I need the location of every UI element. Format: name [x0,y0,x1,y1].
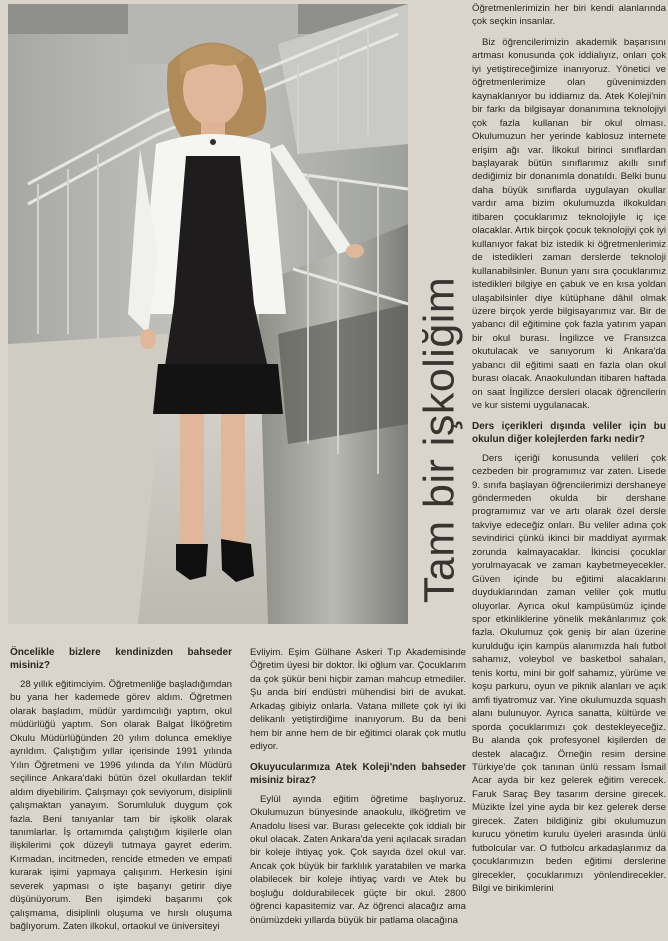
middle-question-heading: Okuyucularımıza Atek Koleji'nden bahseder misiniz biraz? [250,761,466,786]
right-paragraph: Ders içeriği konusunda velileri çok cezbeden bir programımız var zaten. Lisede 9. sınıfa başlayan öğrencilerimizi dershaneye göndermeden okulda bir dershane programımız var ve artı olarak özel dersle takviye edeceğiz onları. Bu veliler adına çok sevindirici çünkü ikinci bir maddiyat ayırmak zorunda kalmayacaklar. İkincisi çocuklar yorulmayacak ve zaman kaybetmeyecekler. Güven içinde bu eğitimi alacaklarını duyduklarından zaman veliler çok mutlu oluyorlar. Ayrıca okul kampüsümüz içinde spor etkinliklerine yönelik mekânlarımız çok fazla. Okulumuz çok geniş bir alan üzerine kurulduğu için kampüs alanımızda halı futbol sahamız, voleybol ve basketbol sahaları, tenis kortu, mini bir golf sahamız, yürüme ve koşu parkuru, oyun ve piknik alanları ve açık amfi tiyatromuz var. Yine okulumuzda squash alanı bulunuyor. Ayrıca sanatta, kültürde ve sporda çocuklarımızı çok destekleyeceğiz. Bu alanda çok profesyonel kişilerden de destek alacağız. Örneğin resim dersine Türkiye'de çok tanınan ünlü ressam İsmail Acar ayda bir kez gelerek eğitim verecek. Faruk Saraç Bey tasarım dersine girecek. Müzikte İzel yine ayda bir kez gelerek derse girecek. Zaten bildiğiniz gibi okulumuzun kurucu yönetim kurulu üyeleri arasında ünlü futbolcular var. O futbolcu arkadaşlarımız da çocuklarımızın beden eğitimi derslerine girecekler, çocuklarımızı yönlendirecekler. Bilgi ve birikimlerini [472,452,666,895]
left-column [10,646,232,941]
left-paragraph: 28 yıllık eğitimciyim. Öğretmenliğe başladığımdan bu yana her kademede görev aldım. Öğretmen olarak başladım, müdür yardımcılığı yaptım, okul müdürlüğü yaptım. Son olarak Balgat İlköğretim Okulu Müdürlüğünden 20 yılım dolunca emekliye ayrıldım. Çalıştığım yıllar içerisinde 1991 yılında Yılın Öğretmeni ve 1996 yılında da Yılın Müdürü seçilince Ankara'daki bütün özel okullardan teklif aldım diyebilirim. Çalışmayı çok seviyorum, disiplinli çalışmaktan yanayım. Sorumluluk duygum çok fazla. Beni tanıyanlar tam bir işkolik olarak tanımlarlar. İş ortamımda çalıştığım kişilerle olan ilişkilerimi çok düzeyli tutmaya gayret ederim. Kırmadan, incitmeden, rencide etmeden ve empati kurarak işimi yapmaya çalışırım. Herkesin işini severek yapması o işte başarıyı getirir diye düşünüyorum. Ben işimdeki başarımı çok çalışmama, disiplinli oluşuma ve hırslı oluşuma bağlıyorum. Zaten ilkokul, ortaokul ve üniversiteyi [10,679,232,933]
portrait-illustration [8,4,408,624]
article-title: Tam bir işkoliğim [415,276,464,604]
portrait-photo [8,4,408,624]
middle-paragraph: Eylül ayında eğitim öğretime başlıyoruz. Okulumuzun bünyesinde anaokulu, ilköğretim ve Anadolu lisesi var. Burası gelecekte çok iddialı bir okul olacak. Zaten Ankara'da yeni açılacak sıradan bir koleje ihtiyaç yok. Çok sayıda özel okul var. Ancak çok büyük bir farklılık yaratabilen ve marka olabilecek bir koleje ihtiyaç vardı ve Atek bu boşluğu doldurabilecek güçte bir okul. 2800 öğrenci kapasitemiz var. Az öğrenci alacağız ama önümüzdeki yıllarda büyük bir patlama olacağına [250,793,466,926]
left-question-heading: Öncelikle bizlere kendinizden bahseder misiniz? [10,647,232,671]
right-column [472,2,666,903]
title-band [408,0,472,620]
middle-column [250,646,466,934]
right-paragraph: Biz öğrencilerimizin akademik başarısını artması konusunda çok iddialıyız, onları çok iyi yetiştireceğimize inanıyoruz. Yönetici ve öğretmenlerimize olan güvenimizden kaynaklanıyor bu iddiamız da. Atek Koleji'nin bir farkı da bilgisayar donanımına teknolojiyi çok fazla kullanan bir okul olması. Okulumuzun her yerinde kablosuz internete erişim ağı var. İlkokul birinci sınıflardan başlayarak bütün sınıflarımız akıllı sınıf dediğimiz bir donanımla donatıldı. Belki bunu daha büyük sınıflarda uygulayan okullar vardır ama bizim okulumuzda ilkokuldan itibaren çocuklarımız teknolojiyle iç içe olacaklar. Artık birçok çocuk teknolojiyi çok iyi kullanıyor fakat biz istedik ki öğretmenlerimiz de istedikleri zaman derslerde teknoloji kullanabilsinler. Bunun yanı sıra çocuklarımız istedikleri bilgiye en çabuk ve en kısa yoldan ulaşabilsinler diye kütüphane dâhil olmak üzere birçok yerde bilgisayarımız var. Bir de yabancı dil eğitimine çok fazla yatırım yapan bir okul burası. İngilizce ve Fransızca okutulacak ve sanıyorum ki Ankara'da yabancı dil eğitimi saati en fazla olan okul burası olacak. Anaokulundan itibaren haftada on saat İngilizce dersleri olacak öğrencilerin ve kur sistemi uygulanacak. [472,36,666,412]
right-question-heading: Ders içerikleri dışında veliler için bu okulun diğer kolejlerden farkı nedir? [472,420,666,445]
right-paragraph: Öğretmenlerimizin her biri kendi alanlarında çok seçkin insanlar. [472,3,666,28]
middle-paragraph: Evliyim. Eşim Gülhane Askeri Tıp Akademisinde Öğretim üyesi bir doktor. İki oğlum var. Çocuklarım da çok şükür beni hiçbir zaman mahcup etmediler. Şu anda biri endüstri mühendisi biri de avukat. Arkadaş gibiyiz onlarla. Vatana millete çok iyi iki delikanlı yetiştirdiğime inanıyorum. Bu da beni hem bir anne hem de bir eğitimci olarak çok mutlu ediyor. [250,647,466,753]
